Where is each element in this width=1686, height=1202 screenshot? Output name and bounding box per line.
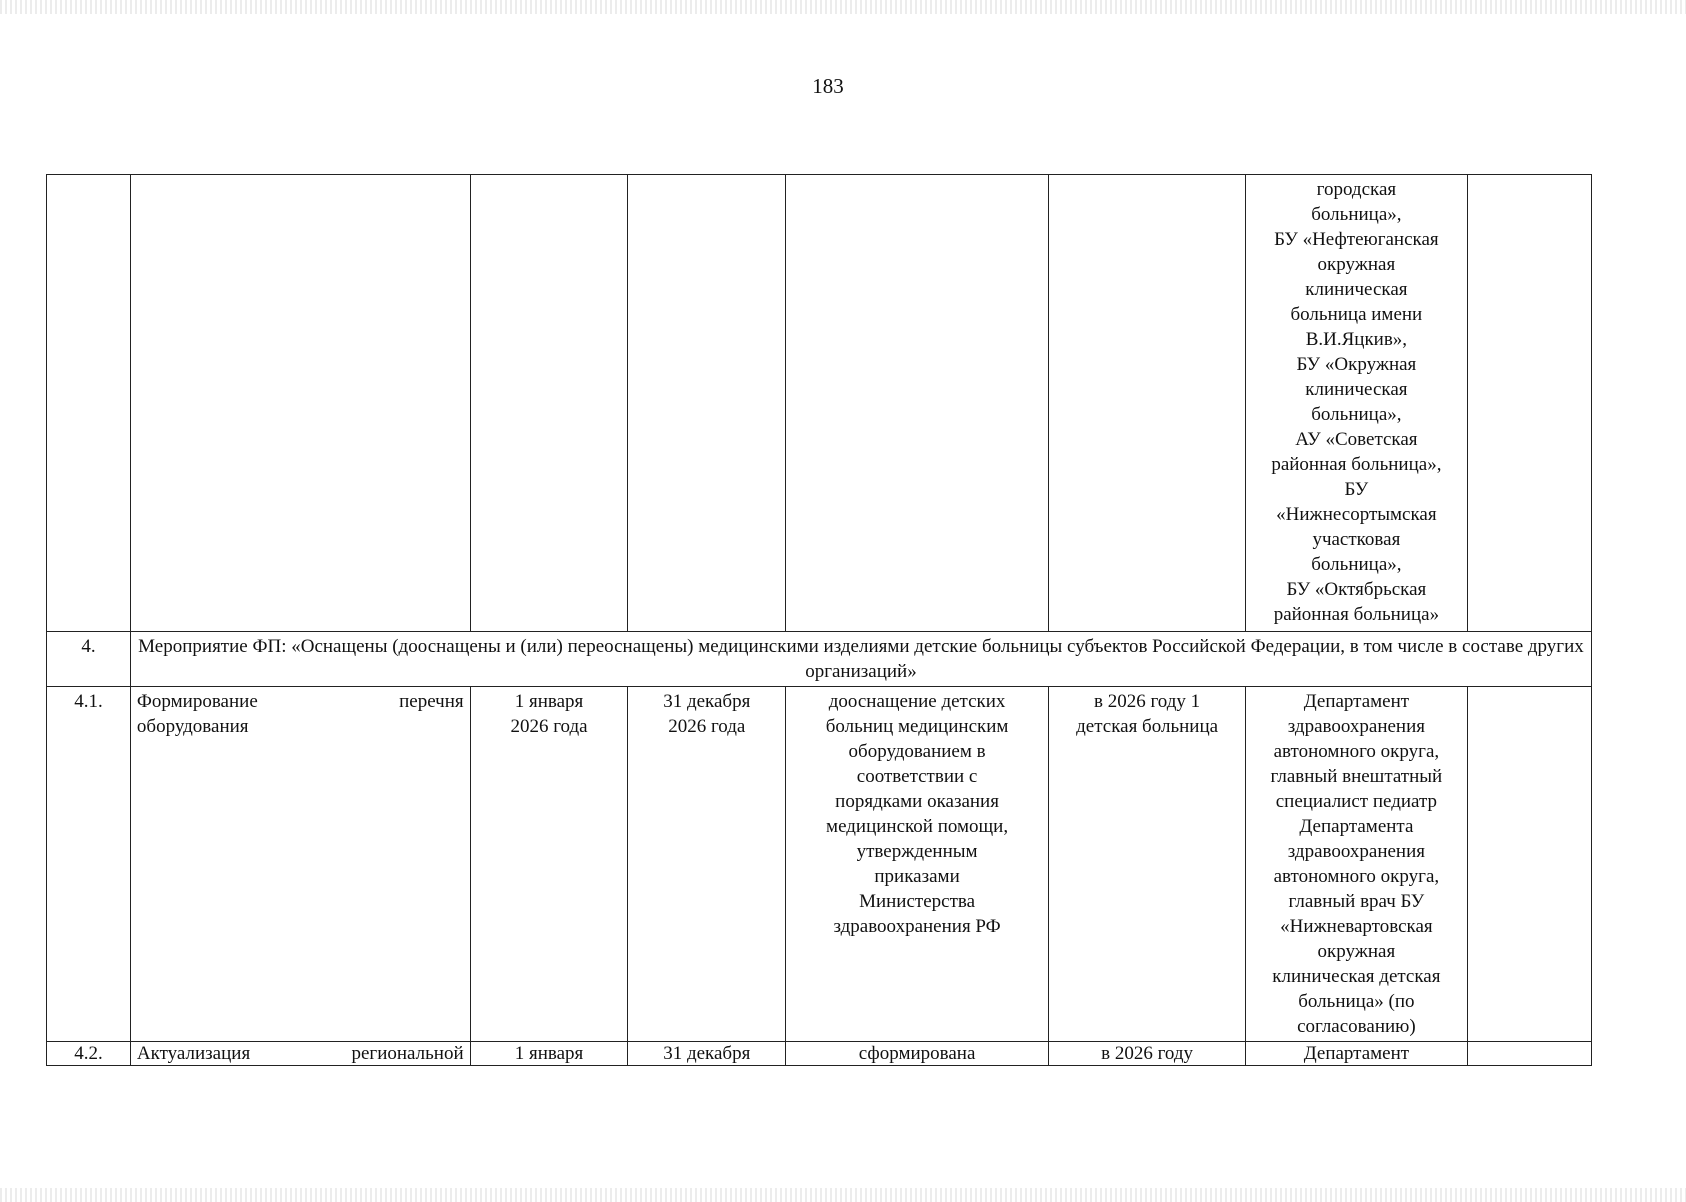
row-result: дооснащение детских больниц медицинским оборудованием в соответствии с порядками оказания медицинской помощи, утвержденным приказами Министерства здравоохранения РФ	[786, 687, 1049, 1042]
row-plan: в 2026 году 1 детская больница	[1049, 687, 1246, 1042]
cell-extra	[1467, 175, 1591, 632]
section-title: Мероприятие ФП: «Оснащены (дооснащены и (или) переоснащены) медицинскими изделиями детские больницы субъектов Российской Федерации, в том числе в составе других организаций»	[130, 632, 1591, 687]
row-name-word1: Формирование	[136, 691, 258, 712]
row-start-date: 1 января 2026 года	[470, 687, 628, 1042]
row-name-word2: перечня	[399, 691, 464, 712]
page-number: 183	[812, 74, 844, 98]
cell-end	[628, 175, 786, 632]
row-name-word1: Актуализация	[136, 1043, 251, 1064]
cell-start	[470, 175, 628, 632]
row-responsible: Департамент	[1246, 1042, 1467, 1066]
row-extra	[1467, 1042, 1591, 1066]
cell-plan	[1049, 175, 1246, 632]
cell-name	[130, 175, 470, 632]
measures-table	[46, 174, 1592, 1066]
row-name-line2: оборудования	[136, 716, 249, 737]
row-result: сформирована	[786, 1042, 1049, 1066]
scan-edge-top	[0, 0, 1686, 14]
row-start-date: 1 января	[470, 1042, 628, 1066]
cell-result	[786, 175, 1049, 632]
cell-number	[47, 175, 131, 632]
row-name	[130, 687, 470, 1042]
row-number: 4.2.	[47, 1042, 131, 1066]
row-end-date: 31 декабря	[628, 1042, 786, 1066]
table-row-continued	[47, 175, 1592, 632]
row-name-word2: региональной	[351, 1043, 464, 1064]
section-number: 4.	[47, 632, 131, 687]
table-row-4-1	[47, 687, 1592, 1042]
row-name	[130, 1042, 470, 1066]
row-responsible: Департамент здравоохранения автономного округа, главный внештатный специалист педиатр Департамента здравоохранения автономного округа, главный врач БУ «Нижневартовская окружная клиническая детская больница» (по согласованию)	[1246, 687, 1467, 1042]
cell-responsible: городская больница», БУ «Нефтеюганская окружная клиническая больница имени В.И.Яцкив», БУ «Окружная клиническая больница», АУ «Советская районная больница», БУ «Нижнесортымская участковая больница», БУ «Октябрьская районная больница»	[1246, 175, 1467, 632]
row-end-date: 31 декабря 2026 года	[628, 687, 786, 1042]
row-plan: в 2026 году	[1049, 1042, 1246, 1066]
table-row-4-2	[47, 1042, 1592, 1066]
row-number: 4.1.	[47, 687, 131, 1042]
table-row-section-4	[47, 632, 1592, 687]
row-name-line1	[137, 1044, 464, 1063]
row-name-line1	[137, 689, 464, 714]
row-extra	[1467, 687, 1591, 1042]
